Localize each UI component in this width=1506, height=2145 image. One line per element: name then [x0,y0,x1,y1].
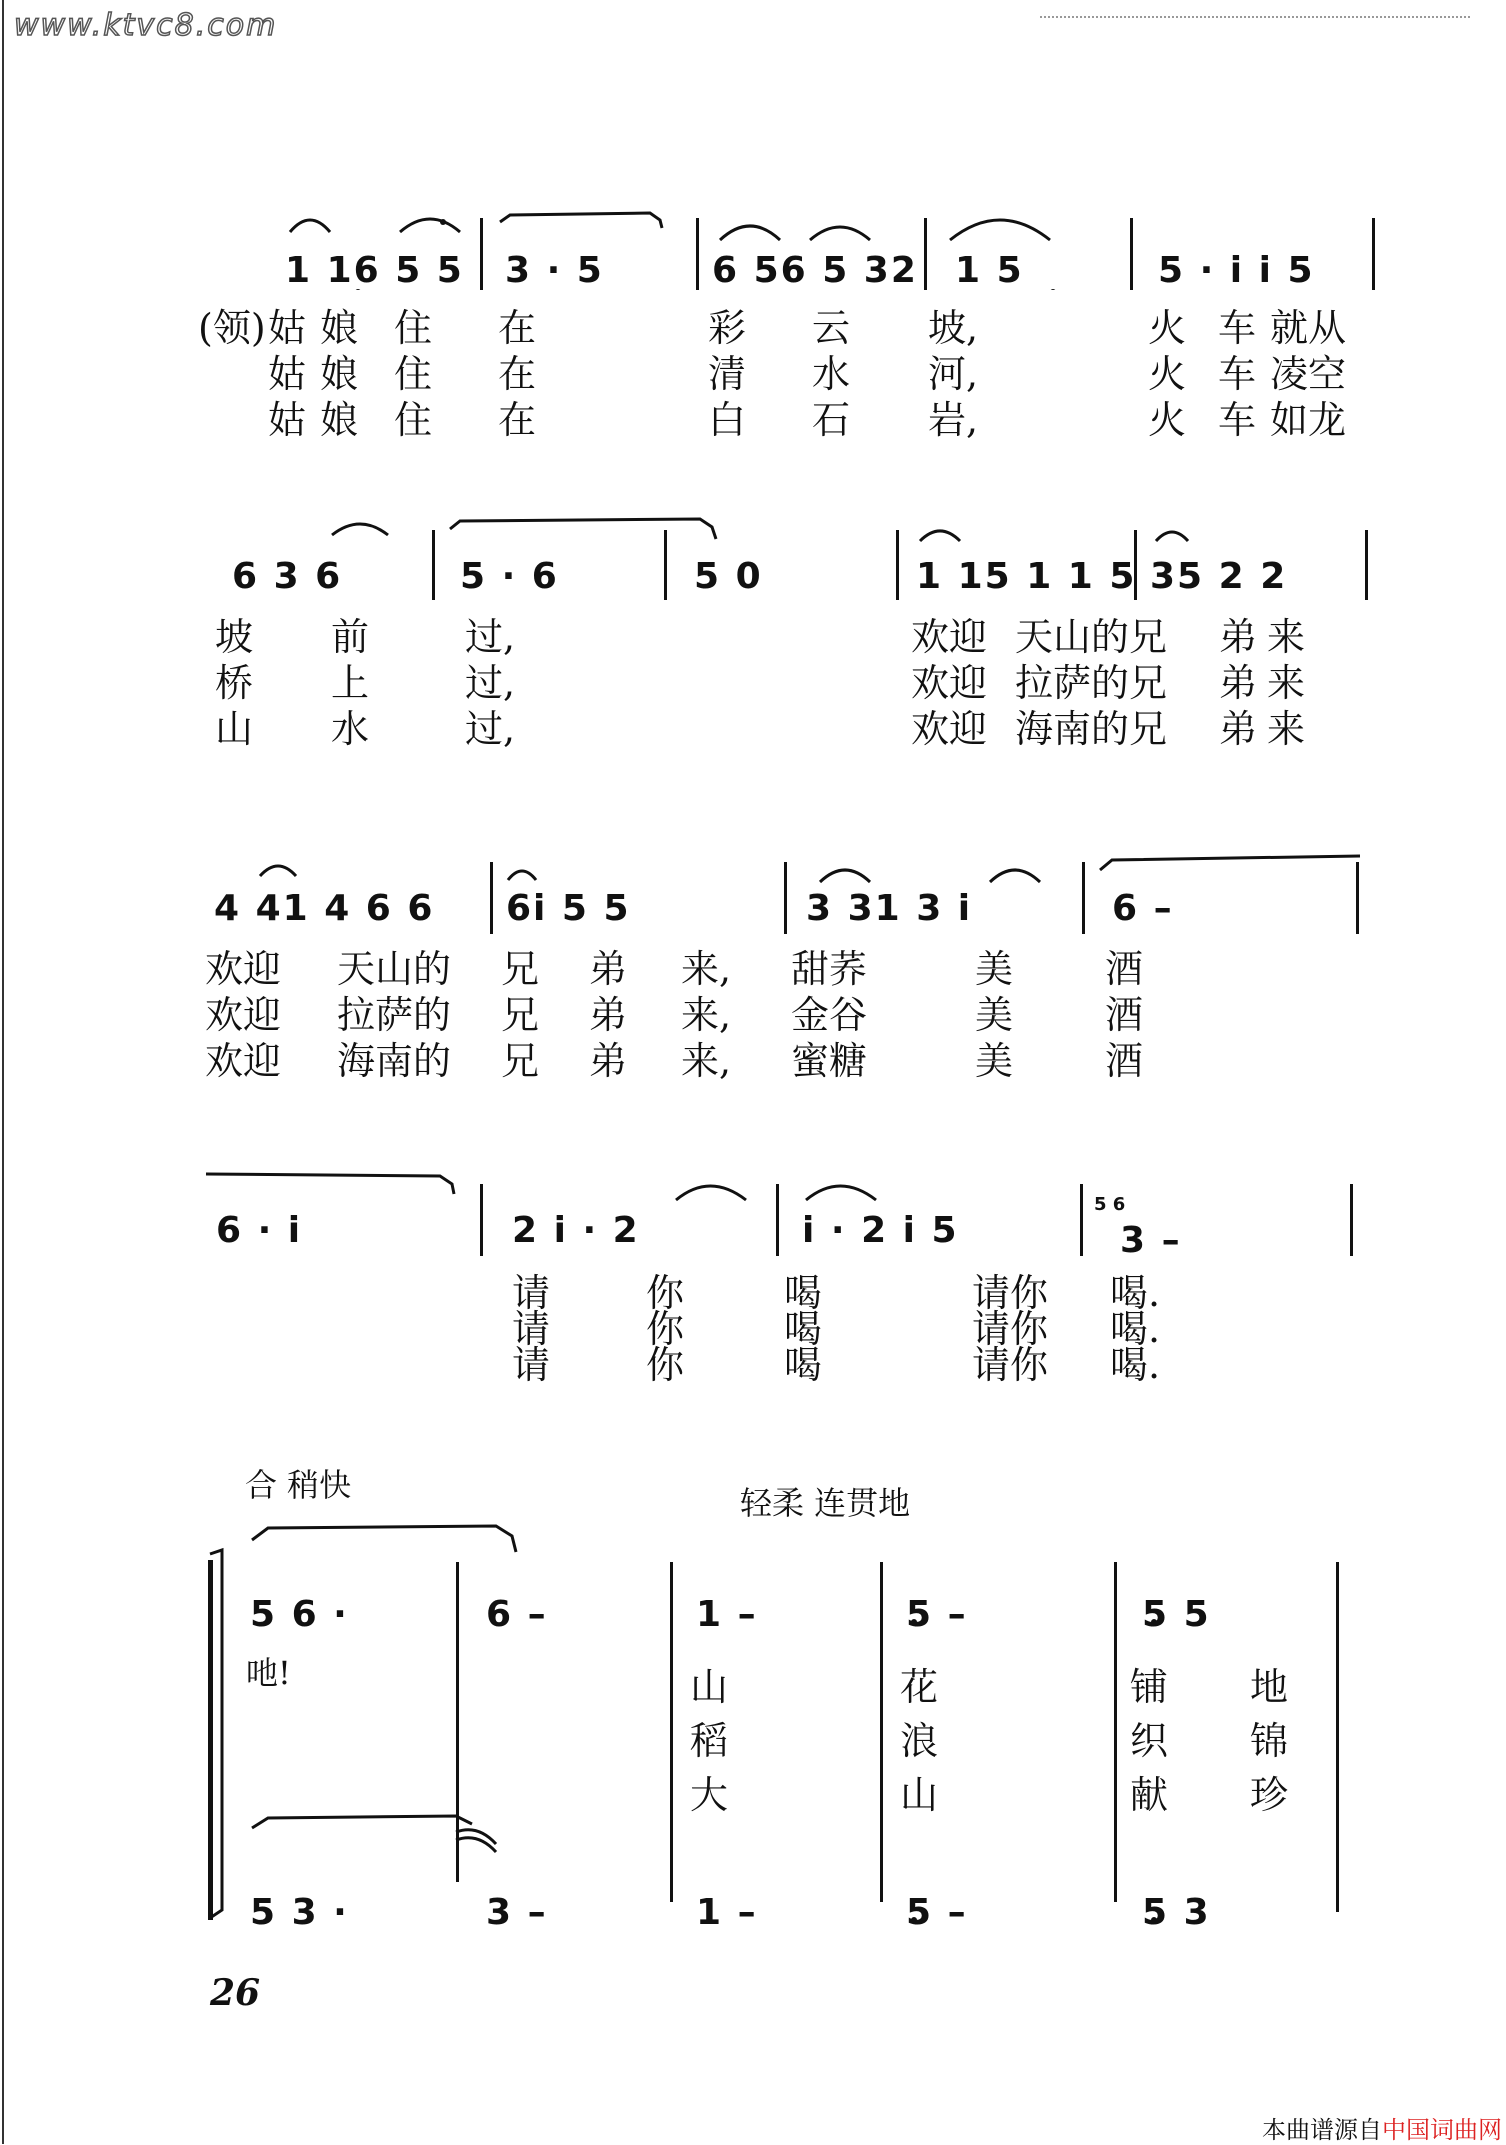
grace-note: 5 6 [1094,1194,1126,1215]
measure-2-2: 5 · 6 [460,556,559,597]
upper-measure-3: 1 – [696,1594,758,1635]
measure-1-1: 1 16 5 5 [285,250,464,291]
lyrics-system-3: 欢迎 欢迎 欢迎 天山的 拉萨的 海南的 兄 兄 兄 弟 弟 弟 来, 来, 来, 甜荞 金谷 蜜糖 美 美 美 酒 酒 酒 [205,947,1144,1083]
measure-3-1: 4 41 4 6 6 [214,888,435,929]
lyrics-system-2: 坡 桥 山 前 上 水 过, 过, 过, 欢迎 欢迎 欢迎 天山的兄 拉萨的兄 海南的兄 弟 弟 弟 来 来 来 [215,615,1306,751]
upper-measure-2: 6 – [486,1594,548,1635]
measure-1-2: 3 · 5 [505,250,604,291]
measure-4-1: 6 · i [216,1210,303,1251]
measure-2-1: 6 3 6 [232,556,343,597]
lyrics-system-1: 姑 姑 姑 娘 娘 娘 住 住 住 在 在 在 彩 清 白 云 水 石 坡, 河, 岩, 火 火 火 车 车 车 就从 凌空 如龙 [268,306,1347,442]
page-number: 26 [210,1972,261,2014]
measure-1-5: 5 · i i 5 [1158,250,1315,291]
expression-mark: 轻柔 连贯地 [740,1484,911,1522]
lyrics-system-4: 请 请 请 你 你 你 喝 喝 喝 请你 请你 请你 喝. 喝. 喝. [512,1271,1161,1387]
watermark-text: www.ktvc8.com [14,8,278,43]
lyrics-system-5: 山 稻 大 花 浪 山 铺 织 献 地 锦 珍 [690,1665,1289,1817]
lower-measure-5: 5 3 [1142,1892,1211,1933]
measure-3-2: 6i 5 5 [506,888,631,929]
lead-tag: (领) [198,306,266,350]
upper-measure-4: 5 – [906,1594,968,1635]
measure-3-4: 6 – [1112,888,1174,929]
measure-4-4: 3 – [1120,1220,1182,1261]
measure-2-4: 1 15 1 1 5 [916,556,1137,597]
header-rule [1040,16,1470,19]
interjection: 吔! [246,1654,291,1692]
lower-measure-2: 3 – [486,1892,548,1933]
measure-4-3: i · 2 i 5 [802,1210,959,1251]
footer-source-label: 本曲谱源自 [1262,2116,1382,2144]
chorus-label: 合 稍快 [245,1466,352,1504]
measure-2-3: 5 0 [694,556,763,597]
measure-3-3: 3 31 3 i [806,888,973,929]
slurs-system-4 [200,1160,1380,1230]
footer-source-site[interactable]: 中国词曲网 [1382,2116,1502,2144]
upper-measure-5: 5 5 [1142,1594,1211,1635]
measure-4-2: 2 i · 2 [512,1210,640,1251]
lower-measure-3: 1 – [696,1892,758,1933]
page-edge [2,0,4,2144]
measure-1-4: 1 5 [955,250,1024,291]
lower-measure-1: 5 3 · [250,1892,349,1933]
measure-2-5: 35 2 2 [1150,556,1288,597]
measure-1-3: 6 56 5 32 [712,250,918,291]
upper-measure-1: 5 6 · [250,1594,349,1635]
lower-measure-4: 5 – [906,1892,968,1933]
